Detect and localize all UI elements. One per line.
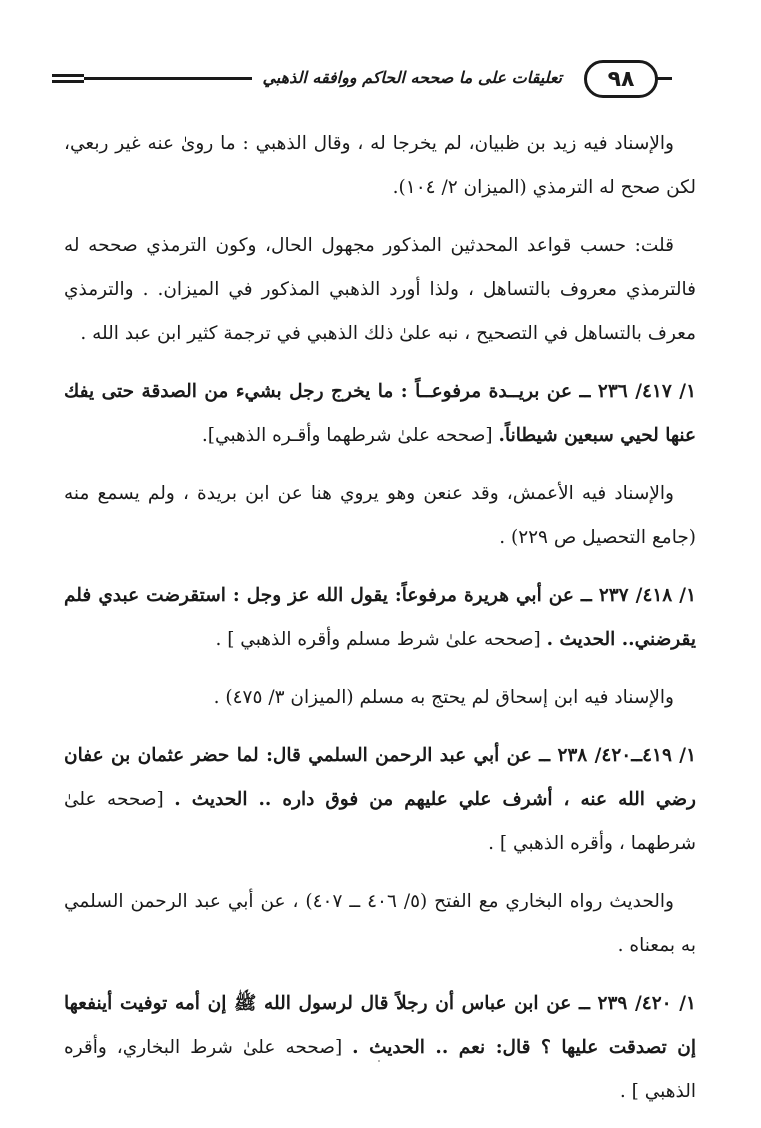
paragraph: والإسناد فيه الأعمش، وقد عنعن وهو يروي هنا عن ابن بريدة ، ولم يسمع منه (جامع التحصيل ص ٢٢٩) . [64,483,696,548]
hadith-entry [64,734,696,866]
page-number: ٩٨ [584,60,658,98]
paragraph: والإسناد فيه ابن إسحاق لم يحتج به مسلم (الميزان ٣/ ٤٧٥) . [213,687,674,708]
paragraph: قلت: حسب قواعد المحدثين المذكور مجهول الحال، وكون الترمذي صححه له فالترمذي معروف بالتساهل ، ولذا أورد الذهبي المذكور في الميزان. . والترمذي معرف بالتساهل في التصحيح ، نبه علىٰ ذلك الذهبي في ترجمة كثير ابن عبد الله . [64,235,696,344]
page-body [64,122,696,1128]
hadith-text: ١/ ٤١٩ــ٤٢٠/ ٢٣٨ ــ عن أبي عبد الرحمن السلمي قال: لما حضر عثمان بن عفان رضي الله عنه ، أشرف علي عليهم من فوق داره .. الحديث . [64,745,696,810]
paragraph: والإسناد فيه زيد بن ظبيان، لم يخرجا له ، وقال الذهبي : ما روىٰ عنه غير ربعي، لكن صحح له الترمذي (الميزان ٢/ ١٠٤). [64,133,696,198]
badge-tail [656,77,672,80]
hadith-verdict: [صححه علىٰ شرطهما وأقـره الذهبي]. [201,425,499,446]
hadith-entry [64,574,696,662]
running-title: تعليقات على ما صححه الحاكم ووافقه الذهبي [252,64,576,92]
footer-mark [378,1060,380,1062]
hadith-verdict: [صححه علىٰ شرطهما ، وأقره الذهبي ] . [64,789,696,854]
hadith-entry [64,982,696,1114]
header-ornament [52,74,84,86]
hadith-entry [64,370,696,458]
hadith-verdict: [صححه علىٰ شرط مسلم وأقره الذهبي ] . [215,629,547,650]
hadith-text: ١/ ٤٢٠/ ٢٣٩ ــ عن ابن عباس أن رجلاً قال لرسول الله ﷺ إن أمه توفيت أينفعها إن تصدقت عليها ؟ قال: نعم .. الحديث . [64,993,696,1058]
hadith-verdict: [صححه علىٰ شرط البخاري، وأقره الذهبي ] . [64,1037,696,1102]
paragraph: والحديث رواه البخاري مع الفتح (٥/ ٤٠٦ ــ ٤٠٧) ، عن أبي عبد الرحمن السلمي به بمعناه . [64,891,696,956]
hadith-text: ١/ ٤١٧/ ٢٣٦ ــ عن بريــدة مرفوعــاً : ما يخرج رجل بشيء من الصدقة حتى يفك عنها لحيي سبعين شيطاناً. [64,381,696,446]
hadith-text: ١/ ٤١٨/ ٢٣٧ ــ عن أبي هريرة مرفوعاً: يقول الله عز وجل : استقرضت عبدي فلم يقرضني.. الحديث . [64,585,696,650]
page-header [52,60,672,100]
